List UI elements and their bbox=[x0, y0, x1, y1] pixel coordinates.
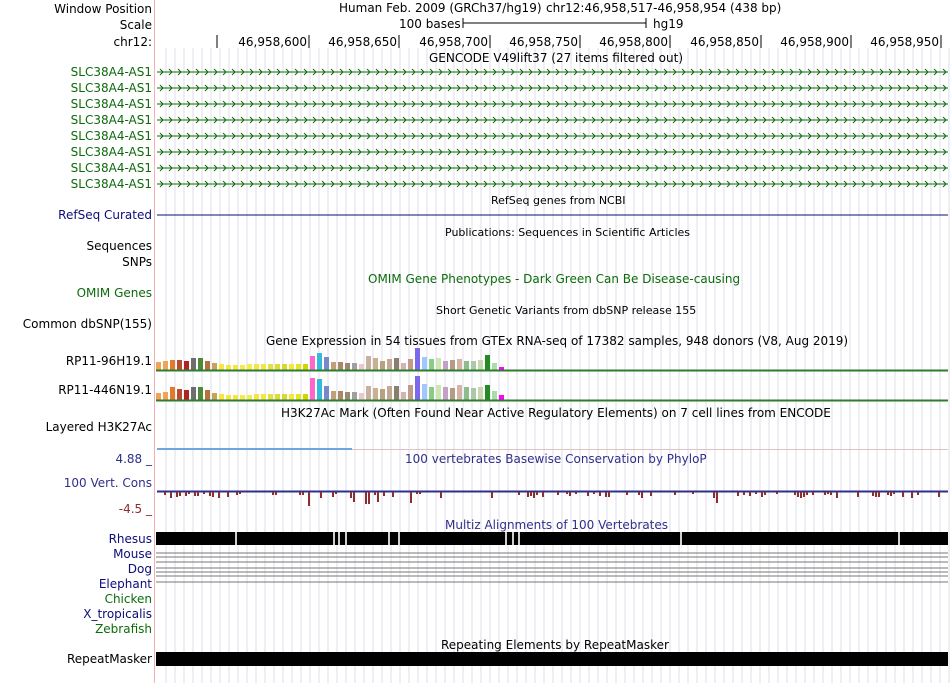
gtex-bar bbox=[387, 386, 392, 400]
gtex-bar bbox=[240, 395, 245, 400]
gtex-row-2-bars bbox=[156, 376, 948, 401]
ruler-tick-label: 46,958,700 bbox=[419, 35, 488, 49]
gtex-bar bbox=[289, 364, 294, 370]
gtex-bar bbox=[170, 360, 175, 370]
gtex-bar bbox=[226, 365, 231, 370]
gtex-bar bbox=[317, 353, 322, 370]
assembly-name: Human Feb. 2009 (GRCh37/hg19) bbox=[339, 1, 542, 15]
ruler-tick-label: 46,958,800 bbox=[599, 35, 668, 49]
gtex-bar bbox=[261, 394, 266, 400]
gencode-item-label[interactable]: SLC38A4-AS1 bbox=[70, 145, 152, 159]
gtex-bar bbox=[198, 358, 203, 370]
gtex-bar bbox=[268, 394, 273, 400]
cons-title: 100 vertebrates Basewise Conservation by PhyloP bbox=[405, 452, 707, 466]
cons-max-label: 4.88 _ bbox=[115, 452, 152, 466]
gencode-item-label[interactable]: SLC38A4-AS1 bbox=[70, 65, 152, 79]
gtex-bar bbox=[373, 358, 378, 370]
cons-label[interactable]: 100 Vert. Cons bbox=[63, 476, 152, 490]
gtex-bar bbox=[163, 361, 168, 370]
gtex-bar bbox=[415, 376, 420, 400]
gtex-bar bbox=[394, 358, 399, 370]
gtex-bar bbox=[457, 359, 462, 370]
pubs-snps-label[interactable]: SNPs bbox=[122, 255, 152, 269]
gencode-item-label[interactable]: SLC38A4-AS1 bbox=[70, 113, 152, 127]
gtex-bar bbox=[380, 361, 385, 370]
gtex-bar bbox=[422, 384, 427, 400]
multiz-species-label[interactable]: Mouse bbox=[113, 547, 152, 561]
gtex-bar bbox=[163, 392, 168, 400]
gtex-bar bbox=[184, 390, 189, 400]
gtex-bar bbox=[247, 364, 252, 370]
multiz-species-label[interactable]: Zebrafish bbox=[95, 622, 152, 636]
gtex-bar bbox=[233, 365, 238, 370]
ruler-tick-label: 46,958,850 bbox=[690, 35, 759, 49]
window-position[interactable]: chr12:46,958,517-46,958,954 (438 bp) bbox=[546, 1, 782, 15]
gtex-bar bbox=[492, 391, 497, 400]
repeatmasker-block bbox=[156, 652, 948, 666]
gtex-bar bbox=[485, 355, 490, 370]
gtex-bar bbox=[478, 387, 483, 400]
gtex-bar bbox=[345, 363, 350, 370]
gtex-bar bbox=[450, 360, 455, 370]
gtex-bar bbox=[366, 386, 371, 400]
gtex-bar bbox=[289, 394, 294, 400]
gtex-bar bbox=[422, 357, 427, 370]
h3k27ac-title: H3K27Ac Mark (Often Found Near Active Regulatory Elements) on 7 cell lines from ENCODE bbox=[281, 406, 831, 420]
gencode-item-label[interactable]: SLC38A4-AS1 bbox=[70, 97, 152, 111]
ruler-tick-label: 46,958,650 bbox=[328, 35, 397, 49]
gtex-bar bbox=[191, 387, 196, 400]
gtex-bar bbox=[156, 362, 161, 370]
gencode-item-label[interactable]: SLC38A4-AS1 bbox=[70, 81, 152, 95]
gtex-bar bbox=[254, 364, 259, 370]
scale-db: hg19 bbox=[653, 17, 684, 31]
gtex-bar bbox=[464, 387, 469, 400]
gtex-bar bbox=[177, 389, 182, 400]
gtex-bar bbox=[275, 364, 280, 370]
gtex-bar bbox=[205, 361, 210, 370]
gtex-bar bbox=[464, 361, 469, 370]
gtex-bar bbox=[331, 362, 336, 370]
gtex-bar bbox=[261, 364, 266, 370]
gtex-bar bbox=[282, 364, 287, 370]
gtex-bar bbox=[324, 357, 329, 370]
gtex-bar bbox=[366, 356, 371, 370]
scale-text: 100 bases bbox=[399, 17, 461, 31]
gtex-bar bbox=[499, 395, 504, 400]
gtex-bar bbox=[373, 388, 378, 400]
gencode-item-label[interactable]: SLC38A4-AS1 bbox=[70, 177, 152, 191]
gtex-bar bbox=[338, 391, 343, 400]
gtex-bar bbox=[268, 364, 273, 370]
gtex-bar bbox=[275, 394, 280, 400]
multiz-title: Multiz Alignments of 100 Vertebrates bbox=[445, 518, 669, 532]
gtex-bar bbox=[408, 359, 413, 370]
gtex-bar bbox=[401, 363, 406, 370]
gtex-bar bbox=[331, 391, 336, 400]
pubs-sequences-label[interactable]: Sequences bbox=[86, 239, 152, 253]
gtex-bar bbox=[156, 393, 161, 400]
gtex-bar bbox=[450, 388, 455, 400]
multiz-species-label[interactable]: Rhesus bbox=[108, 532, 152, 546]
gtex-bar bbox=[485, 385, 490, 400]
gtex-bar bbox=[219, 364, 224, 370]
rmsk-title: Repeating Elements by RepeatMasker bbox=[441, 638, 669, 652]
gencode-title: GENCODE V49lift37 (27 items filtered out) bbox=[429, 51, 684, 65]
pubs-title: Publications: Sequences in Scientific Articles bbox=[445, 226, 690, 239]
refseq-title: RefSeq genes from NCBI bbox=[491, 194, 626, 207]
gtex-row-1-bars bbox=[156, 348, 948, 371]
gtex-bar bbox=[212, 363, 217, 370]
ruler-tick-label: 46,958,750 bbox=[509, 35, 578, 49]
gtex-bar bbox=[177, 360, 182, 370]
cons-min-label: -4.5 _ bbox=[118, 502, 152, 516]
gtex-bar bbox=[240, 365, 245, 370]
gtex-bar bbox=[352, 392, 357, 400]
omim-title: OMIM Gene Phenotypes - Dark Green Can Be Disease-causing bbox=[368, 272, 741, 286]
gtex-title: Gene Expression in 54 tissues from GTEx RNA-seq of 17382 samples, 948 donors (V8, Aug 2019) bbox=[266, 334, 849, 348]
gtex-bar bbox=[408, 385, 413, 400]
multiz-species-label[interactable]: X_tropicalis bbox=[83, 607, 152, 621]
multiz-species-label[interactable]: Dog bbox=[127, 562, 152, 576]
dbsnp-title: Short Genetic Variants from dbSNP release 155 bbox=[436, 304, 697, 317]
gtex-bar bbox=[359, 393, 364, 400]
gtex-bar bbox=[380, 389, 385, 400]
gtex-bar bbox=[359, 364, 364, 370]
refseq-label[interactable]: RefSeq Curated bbox=[58, 208, 152, 222]
window-position-label: Window Position bbox=[54, 2, 152, 16]
dbsnp-label[interactable]: Common dbSNP(155) bbox=[22, 317, 152, 331]
gtex-bar bbox=[233, 395, 238, 400]
gtex-bar bbox=[401, 392, 406, 400]
gtex-bar bbox=[429, 359, 434, 370]
gtex-bar bbox=[212, 393, 217, 400]
gtex-bar bbox=[492, 363, 497, 370]
gtex-bar bbox=[457, 385, 462, 400]
gtex-bar bbox=[436, 358, 441, 370]
gtex-bar bbox=[415, 348, 420, 370]
gtex-bar bbox=[296, 394, 301, 400]
gtex-bar bbox=[247, 395, 252, 400]
gtex-bar bbox=[345, 392, 350, 400]
gtex-bar bbox=[338, 362, 343, 370]
gtex-bar bbox=[324, 386, 329, 400]
gtex-bar bbox=[303, 364, 308, 370]
gtex-bar bbox=[352, 363, 357, 370]
h3k27ac-label[interactable]: Layered H3K27Ac bbox=[45, 420, 152, 434]
gtex-bar bbox=[310, 378, 315, 400]
gtex-bar bbox=[226, 395, 231, 400]
gtex-row-1-label[interactable]: RP11-96H19.1 bbox=[65, 354, 152, 368]
gtex-bar bbox=[184, 361, 189, 370]
multiz-species-label[interactable]: Chicken bbox=[104, 592, 152, 606]
gtex-bar bbox=[394, 386, 399, 400]
chrom-label: chr12: bbox=[113, 35, 152, 49]
gtex-bar bbox=[170, 387, 175, 400]
gtex-bar bbox=[219, 394, 224, 400]
gtex-row-2-label[interactable]: RP11-446N19.1 bbox=[58, 383, 152, 397]
gtex-bar bbox=[198, 387, 203, 400]
omim-label[interactable]: OMIM Genes bbox=[76, 286, 152, 300]
gtex-bar bbox=[429, 387, 434, 400]
scale-label: Scale bbox=[119, 18, 152, 32]
gtex-bar bbox=[478, 360, 483, 370]
gtex-bar bbox=[471, 361, 476, 370]
gtex-bar bbox=[296, 364, 301, 370]
gtex-bar bbox=[317, 379, 322, 400]
gencode-item-label[interactable]: SLC38A4-AS1 bbox=[70, 161, 152, 175]
gtex-bar bbox=[254, 394, 259, 400]
gtex-bar bbox=[310, 356, 315, 370]
gtex-bar bbox=[303, 394, 308, 400]
gtex-bar bbox=[471, 388, 476, 400]
gtex-bar bbox=[436, 385, 441, 400]
gtex-bar bbox=[282, 394, 287, 400]
ruler-tick-label: 46,958,600 bbox=[238, 35, 307, 49]
ruler-tick-label: 46,958,950 bbox=[870, 35, 939, 49]
gtex-bar bbox=[443, 361, 448, 370]
multiz-species-label[interactable]: Elephant bbox=[98, 577, 152, 591]
gtex-bar bbox=[443, 387, 448, 400]
gtex-bar bbox=[191, 358, 196, 370]
ruler-tick-label: 46,958,900 bbox=[780, 35, 849, 49]
rmsk-label[interactable]: RepeatMasker bbox=[66, 652, 152, 666]
gtex-bar bbox=[387, 359, 392, 370]
multiz-rhesus-track bbox=[156, 532, 948, 545]
gencode-item-label[interactable]: SLC38A4-AS1 bbox=[70, 129, 152, 143]
gtex-bar bbox=[205, 390, 210, 400]
